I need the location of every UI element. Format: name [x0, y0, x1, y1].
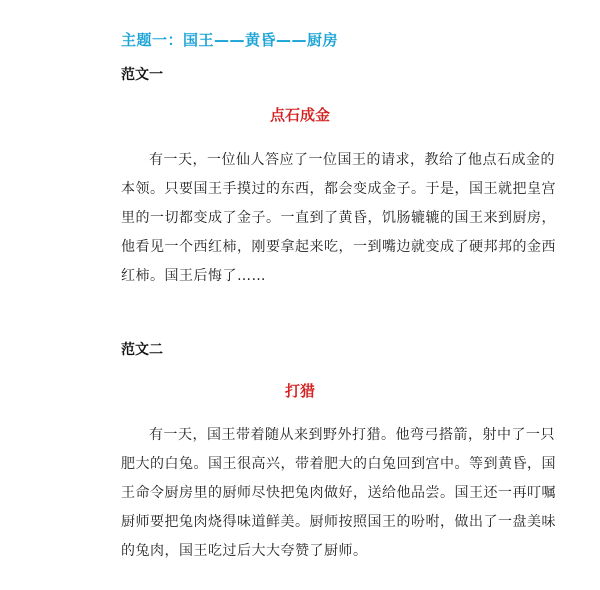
essay-1-line: 红柿。国王后悔了…… — [121, 268, 266, 284]
essay-2-line: 厨师要把兔肉烧得味道鲜美。厨师按照国王的吩咐，做出了一盘美味 — [121, 514, 556, 530]
essay-2-title: 打猎 — [284, 382, 315, 400]
essay-1-line: 他看见一个西红柿，刚要拿起来吃，一到嘴边就变成了硬邦邦的金西 — [121, 239, 556, 255]
essay-2-line: 的兔肉，国王吃过后大大夸赞了厨师。 — [121, 543, 368, 559]
essay-1-title: 点石成金 — [269, 106, 330, 124]
essay-2-label: 范文二 — [121, 342, 163, 358]
essay-2-line: 王命令厨房里的厨师尽快把兔肉做好，送给他品尝。国王还一再叮嘱 — [121, 485, 556, 501]
essay-1-body — [121, 146, 556, 291]
essay-1-line: 有一天，一位仙人答应了一位国王的请求，教给了他点石成金的 — [149, 152, 555, 168]
theme-heading: 主题一：国王——黄昏——厨房 — [121, 31, 339, 49]
essay-2-line: 有一天，国王带着随从来到野外打猎。他弯弓搭箭，射中了一只 — [149, 427, 555, 443]
essay-1-label: 范文一 — [121, 67, 163, 83]
essay-1-line: 里的一切都变成了金子。一直到了黄昏，饥肠辘辘的国王来到厨房， — [121, 210, 556, 226]
essay-1-line: 本领。只要国王手摸过的东西，都会变成金子。于是，国王就把皇宫 — [121, 181, 556, 197]
essay-2-line: 肥大的白兔。国王很高兴，带着肥大的白兔回到宫中。等到黄昏，国 — [121, 456, 556, 472]
essay-2-body — [121, 421, 556, 566]
